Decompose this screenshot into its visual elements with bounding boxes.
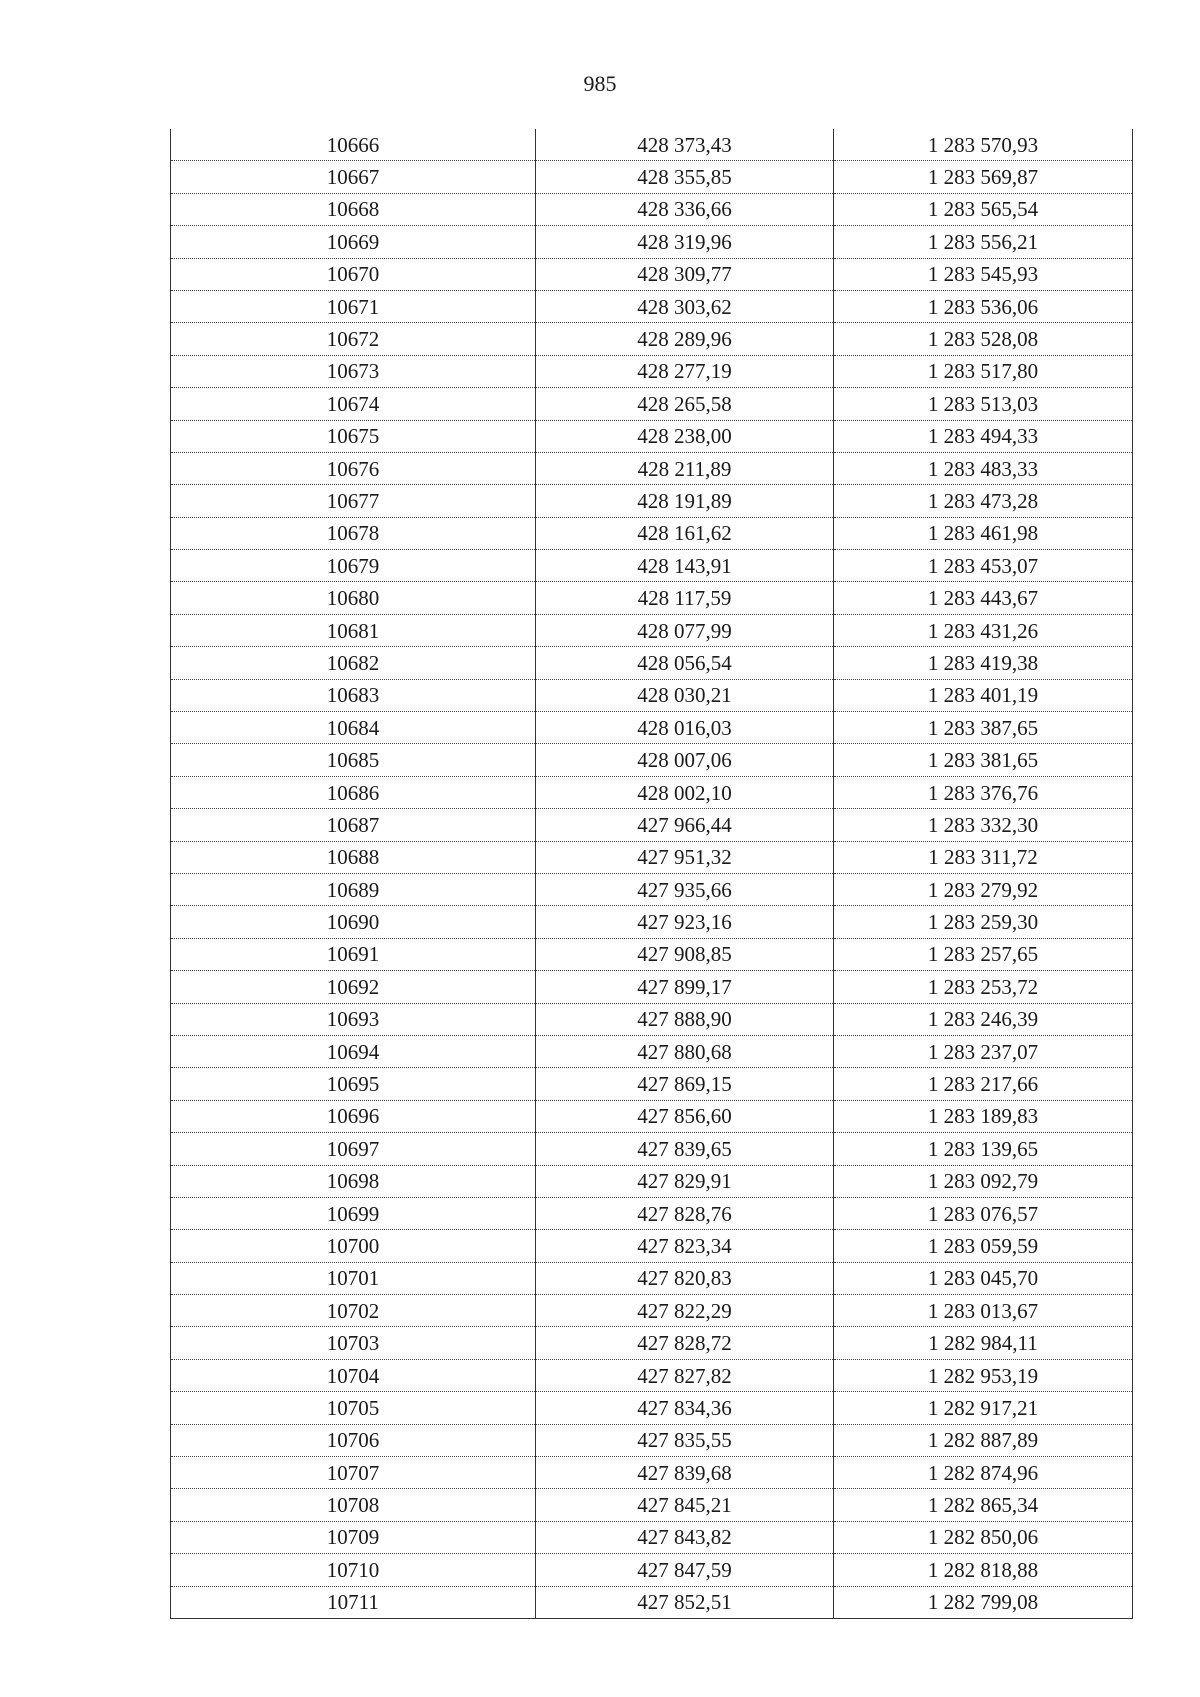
point-number-cell: 10674	[171, 388, 536, 420]
x-coordinate-cell: 427 839,68	[536, 1457, 834, 1489]
y-coordinate-cell: 1 282 917,21	[834, 1392, 1133, 1424]
x-coordinate-cell: 428 309,77	[536, 258, 834, 290]
x-coordinate-cell: 427 845,21	[536, 1489, 834, 1521]
y-coordinate-cell: 1 283 419,38	[834, 647, 1133, 679]
table-row	[171, 129, 1133, 161]
table-row	[171, 323, 1133, 355]
x-coordinate-cell: 427 923,16	[536, 906, 834, 938]
table-row	[171, 388, 1133, 420]
x-coordinate-cell: 427 835,55	[536, 1424, 834, 1456]
table-row	[171, 776, 1133, 808]
page-number: 985	[583, 71, 617, 96]
coordinates-table	[170, 129, 1133, 1619]
point-number-cell: 10709	[171, 1521, 536, 1553]
x-coordinate-cell: 428 355,85	[536, 161, 834, 193]
x-coordinate-cell: 428 336,66	[536, 193, 834, 225]
x-coordinate-cell: 428 117,59	[536, 582, 834, 614]
table-row	[171, 1424, 1133, 1456]
y-coordinate-cell: 1 283 257,65	[834, 938, 1133, 970]
table-row	[171, 1359, 1133, 1391]
table-row	[171, 614, 1133, 646]
x-coordinate-cell: 427 822,29	[536, 1295, 834, 1327]
x-coordinate-cell: 427 827,82	[536, 1359, 834, 1391]
x-coordinate-cell: 427 847,59	[536, 1554, 834, 1586]
table-row	[171, 679, 1133, 711]
point-number-cell: 10694	[171, 1035, 536, 1067]
point-number-cell: 10687	[171, 809, 536, 841]
y-coordinate-cell: 1 283 570,93	[834, 129, 1133, 161]
y-coordinate-cell: 1 283 387,65	[834, 712, 1133, 744]
point-number-cell: 10669	[171, 226, 536, 258]
table-row	[171, 1165, 1133, 1197]
x-coordinate-cell: 428 319,96	[536, 226, 834, 258]
table-row	[171, 1554, 1133, 1586]
table-row	[171, 1586, 1133, 1618]
point-number-cell: 10689	[171, 873, 536, 905]
x-coordinate-cell: 427 834,36	[536, 1392, 834, 1424]
x-coordinate-cell: 428 002,10	[536, 776, 834, 808]
point-number-cell: 10680	[171, 582, 536, 614]
y-coordinate-cell: 1 283 401,19	[834, 679, 1133, 711]
x-coordinate-cell: 427 823,34	[536, 1230, 834, 1262]
table-row	[171, 517, 1133, 549]
x-coordinate-cell: 427 843,82	[536, 1521, 834, 1553]
point-number-cell: 10679	[171, 550, 536, 582]
table-row	[171, 1133, 1133, 1165]
point-number-cell: 10688	[171, 841, 536, 873]
y-coordinate-cell: 1 282 953,19	[834, 1359, 1133, 1391]
y-coordinate-cell: 1 283 139,65	[834, 1133, 1133, 1165]
table-row	[171, 1295, 1133, 1327]
table-row	[171, 1327, 1133, 1359]
table-row	[171, 744, 1133, 776]
point-number-cell: 10700	[171, 1230, 536, 1262]
point-number-cell: 10684	[171, 712, 536, 744]
x-coordinate-cell: 427 828,72	[536, 1327, 834, 1359]
y-coordinate-cell: 1 282 874,96	[834, 1457, 1133, 1489]
y-coordinate-cell: 1 283 483,33	[834, 452, 1133, 484]
x-coordinate-cell: 428 077,99	[536, 614, 834, 646]
table-row	[171, 1489, 1133, 1521]
point-number-cell: 10695	[171, 1068, 536, 1100]
x-coordinate-cell: 427 829,91	[536, 1165, 834, 1197]
y-coordinate-cell: 1 283 092,79	[834, 1165, 1133, 1197]
y-coordinate-cell: 1 283 246,39	[834, 1003, 1133, 1035]
y-coordinate-cell: 1 283 076,57	[834, 1197, 1133, 1229]
y-coordinate-cell: 1 283 217,66	[834, 1068, 1133, 1100]
y-coordinate-cell: 1 282 865,34	[834, 1489, 1133, 1521]
table-row	[171, 161, 1133, 193]
point-number-cell: 10699	[171, 1197, 536, 1229]
table-row	[171, 971, 1133, 1003]
y-coordinate-cell: 1 283 332,30	[834, 809, 1133, 841]
y-coordinate-cell: 1 283 311,72	[834, 841, 1133, 873]
x-coordinate-cell: 427 935,66	[536, 873, 834, 905]
y-coordinate-cell: 1 283 473,28	[834, 485, 1133, 517]
y-coordinate-cell: 1 283 381,65	[834, 744, 1133, 776]
point-number-cell: 10667	[171, 161, 536, 193]
point-number-cell: 10681	[171, 614, 536, 646]
point-number-cell: 10697	[171, 1133, 536, 1165]
point-number-cell: 10711	[171, 1586, 536, 1618]
x-coordinate-cell: 428 373,43	[536, 129, 834, 161]
y-coordinate-cell: 1 283 569,87	[834, 161, 1133, 193]
y-coordinate-cell: 1 282 984,11	[834, 1327, 1133, 1359]
table-row	[171, 647, 1133, 679]
y-coordinate-cell: 1 283 565,54	[834, 193, 1133, 225]
table-body	[171, 129, 1133, 1618]
x-coordinate-cell: 428 030,21	[536, 679, 834, 711]
y-coordinate-cell: 1 283 545,93	[834, 258, 1133, 290]
point-number-cell: 10705	[171, 1392, 536, 1424]
table-row	[171, 841, 1133, 873]
x-coordinate-cell: 428 277,19	[536, 355, 834, 387]
y-coordinate-cell: 1 283 237,07	[834, 1035, 1133, 1067]
x-coordinate-cell: 427 839,65	[536, 1133, 834, 1165]
point-number-cell: 10683	[171, 679, 536, 711]
x-coordinate-cell: 428 161,62	[536, 517, 834, 549]
table-row	[171, 1230, 1133, 1262]
point-number-cell: 10676	[171, 452, 536, 484]
x-coordinate-cell: 428 289,96	[536, 323, 834, 355]
table-row	[171, 712, 1133, 744]
y-coordinate-cell: 1 283 528,08	[834, 323, 1133, 355]
x-coordinate-cell: 427 869,15	[536, 1068, 834, 1100]
x-coordinate-cell: 427 951,32	[536, 841, 834, 873]
table-row	[171, 420, 1133, 452]
x-coordinate-cell: 428 143,91	[536, 550, 834, 582]
x-coordinate-cell: 427 899,17	[536, 971, 834, 1003]
x-coordinate-cell: 427 966,44	[536, 809, 834, 841]
y-coordinate-cell: 1 283 259,30	[834, 906, 1133, 938]
y-coordinate-cell: 1 283 461,98	[834, 517, 1133, 549]
point-number-cell: 10677	[171, 485, 536, 517]
x-coordinate-cell: 428 303,62	[536, 290, 834, 322]
x-coordinate-cell: 428 191,89	[536, 485, 834, 517]
y-coordinate-cell: 1 283 431,26	[834, 614, 1133, 646]
y-coordinate-cell: 1 282 799,08	[834, 1586, 1133, 1618]
table-row	[171, 1068, 1133, 1100]
point-number-cell: 10710	[171, 1554, 536, 1586]
point-number-cell: 10708	[171, 1489, 536, 1521]
point-number-cell: 10675	[171, 420, 536, 452]
table-row	[171, 809, 1133, 841]
table-row	[171, 1392, 1133, 1424]
table-row	[171, 355, 1133, 387]
x-coordinate-cell: 427 820,83	[536, 1262, 834, 1294]
x-coordinate-cell: 428 265,58	[536, 388, 834, 420]
table-row	[171, 906, 1133, 938]
y-coordinate-cell: 1 283 536,06	[834, 290, 1133, 322]
point-number-cell: 10671	[171, 290, 536, 322]
y-coordinate-cell: 1 283 556,21	[834, 226, 1133, 258]
x-coordinate-cell: 428 238,00	[536, 420, 834, 452]
table-row	[171, 290, 1133, 322]
y-coordinate-cell: 1 283 453,07	[834, 550, 1133, 582]
x-coordinate-cell: 427 828,76	[536, 1197, 834, 1229]
table-row	[171, 226, 1133, 258]
x-coordinate-cell: 428 056,54	[536, 647, 834, 679]
table-row	[171, 1100, 1133, 1132]
point-number-cell: 10702	[171, 1295, 536, 1327]
point-number-cell: 10668	[171, 193, 536, 225]
table-row	[171, 1003, 1133, 1035]
y-coordinate-cell: 1 283 189,83	[834, 1100, 1133, 1132]
table-row	[171, 485, 1133, 517]
table-row	[171, 1262, 1133, 1294]
y-coordinate-cell: 1 283 443,67	[834, 582, 1133, 614]
point-number-cell: 10704	[171, 1359, 536, 1391]
point-number-cell: 10706	[171, 1424, 536, 1456]
table-row	[171, 258, 1133, 290]
x-coordinate-cell: 428 016,03	[536, 712, 834, 744]
point-number-cell: 10701	[171, 1262, 536, 1294]
table-row	[171, 1035, 1133, 1067]
x-coordinate-cell: 427 908,85	[536, 938, 834, 970]
point-number-cell: 10670	[171, 258, 536, 290]
x-coordinate-cell: 428 211,89	[536, 452, 834, 484]
x-coordinate-cell: 427 856,60	[536, 1100, 834, 1132]
point-number-cell: 10678	[171, 517, 536, 549]
table-row	[171, 550, 1133, 582]
x-coordinate-cell: 427 888,90	[536, 1003, 834, 1035]
point-number-cell: 10698	[171, 1165, 536, 1197]
table-row	[171, 1457, 1133, 1489]
x-coordinate-cell: 428 007,06	[536, 744, 834, 776]
y-coordinate-cell: 1 283 045,70	[834, 1262, 1133, 1294]
point-number-cell: 10685	[171, 744, 536, 776]
y-coordinate-cell: 1 283 059,59	[834, 1230, 1133, 1262]
y-coordinate-cell: 1 282 818,88	[834, 1554, 1133, 1586]
y-coordinate-cell: 1 282 850,06	[834, 1521, 1133, 1553]
point-number-cell: 10690	[171, 906, 536, 938]
point-number-cell: 10703	[171, 1327, 536, 1359]
table-row	[171, 938, 1133, 970]
table-row	[171, 873, 1133, 905]
y-coordinate-cell: 1 283 279,92	[834, 873, 1133, 905]
point-number-cell: 10691	[171, 938, 536, 970]
point-number-cell: 10707	[171, 1457, 536, 1489]
table-row	[171, 193, 1133, 225]
y-coordinate-cell: 1 283 494,33	[834, 420, 1133, 452]
y-coordinate-cell: 1 283 517,80	[834, 355, 1133, 387]
point-number-cell: 10682	[171, 647, 536, 679]
point-number-cell: 10666	[171, 129, 536, 161]
point-number-cell: 10696	[171, 1100, 536, 1132]
point-number-cell: 10673	[171, 355, 536, 387]
point-number-cell: 10693	[171, 1003, 536, 1035]
x-coordinate-cell: 427 880,68	[536, 1035, 834, 1067]
y-coordinate-cell: 1 283 253,72	[834, 971, 1133, 1003]
y-coordinate-cell: 1 283 376,76	[834, 776, 1133, 808]
x-coordinate-cell: 427 852,51	[536, 1586, 834, 1618]
point-number-cell: 10692	[171, 971, 536, 1003]
y-coordinate-cell: 1 283 013,67	[834, 1295, 1133, 1327]
table-row	[171, 582, 1133, 614]
table-row	[171, 1521, 1133, 1553]
table-row	[171, 1197, 1133, 1229]
table-row	[171, 452, 1133, 484]
point-number-cell: 10686	[171, 776, 536, 808]
y-coordinate-cell: 1 283 513,03	[834, 388, 1133, 420]
point-number-cell: 10672	[171, 323, 536, 355]
y-coordinate-cell: 1 282 887,89	[834, 1424, 1133, 1456]
